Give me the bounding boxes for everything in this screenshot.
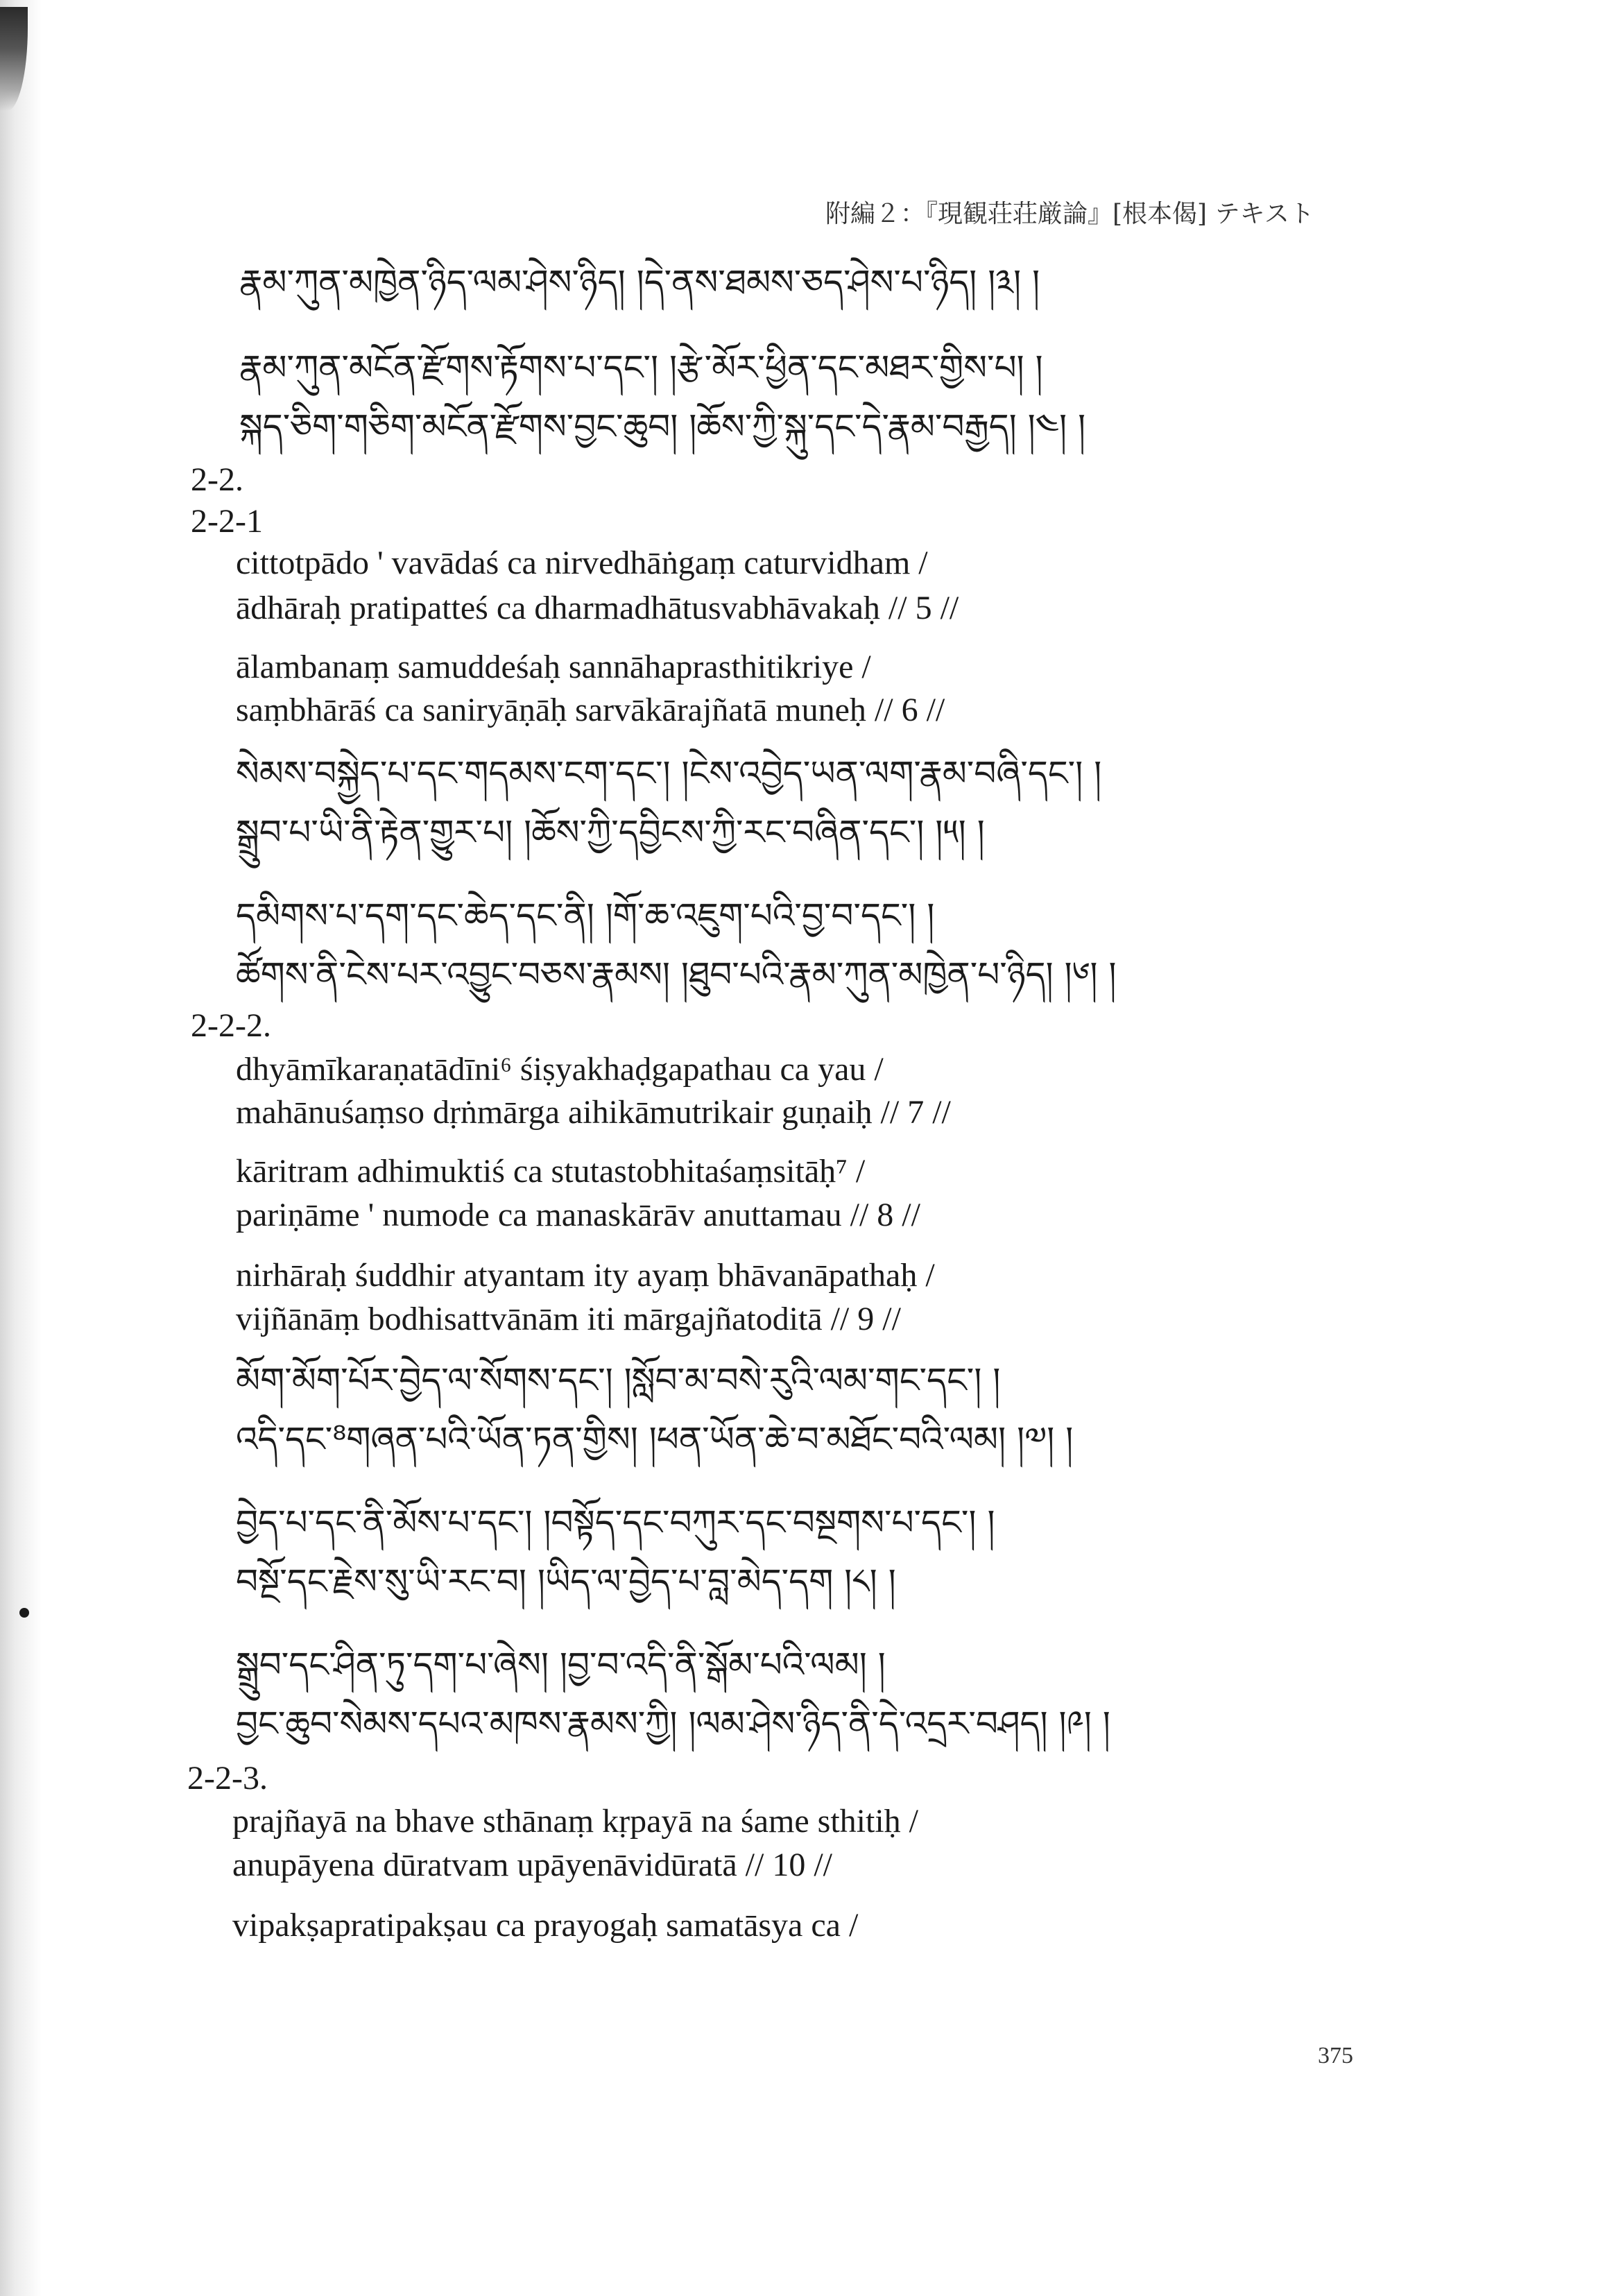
scan-speck — [19, 1608, 29, 1618]
tibetan-verse-line: སྒྲུབ་དང་ཤིན་ཏུ་དག་པ་ཞེས། །བྱ་བ་འདི་ནི་སྒོམ་པའི་ལམ། ། — [236, 1645, 886, 1685]
sanskrit-verse-line: vijñānāṃ bodhisattvānām iti mārgajñatoditā // 9 // — [236, 1301, 901, 1337]
sanskrit-verse-line: ādhāraḥ pratipatteś ca dharmadhātusvabhāvakaḥ // 5 // — [236, 590, 959, 626]
section-number: 2-2-3. — [187, 1760, 268, 1797]
tibetan-verse-line: རྣམ་ཀུན་མངོན་རྫོགས་རྟོགས་པ་དང་། །རྩེ་མོར་ཕྱིན་དང་མཐར་གྱིས་པ། ། — [239, 348, 1043, 388]
tibetan-verse-line: བྱེད་པ་དང་ནི་མོས་པ་དང་། །བསྟོད་དང་བཀུར་དང་བསྔགས་པ་དང་། ། — [236, 1502, 995, 1543]
tibetan-verse-line: སྐད་ཅིག་གཅིག་མངོན་རྫོགས་བྱང་ཆུབ། །ཆོས་ཀྱི་སྐུ་དང་དེ་རྣམ་བརྒྱད། །༤། ། — [239, 406, 1086, 447]
sanskrit-verse-line: dhyāmīkaraṇatādīni⁶ śiṣyakhaḍgapathau ca yau / — [236, 1051, 884, 1088]
sanskrit-verse-line: cittotpādo ' vavādaś ca nirvedhāṅgaṃ caturvidham / — [236, 545, 928, 581]
tibetan-verse-line: རྣམ་ཀུན་མཁྱེན་ཉིད་ལམ་ཤེས་ཉིད། །དེ་ནས་ཐམས་ཅད་ཤེས་པ་ཉིད། །༣། ། — [239, 262, 1040, 302]
section-number: 2-2. — [191, 461, 243, 498]
sanskrit-verse-line: anupāyena dūratvam upāyenāvidūratā // 10 // — [232, 1847, 833, 1883]
sanskrit-verse-line: mahānuśaṃso dṛṅmārga aihikāmutrikair guṇaiḥ // 7 // — [236, 1094, 951, 1131]
sanskrit-verse-line: prajñayā na bhave sthānaṃ kṛpayā na śame sthitiḥ / — [232, 1803, 918, 1840]
section-number: 2-2-2. — [191, 1007, 271, 1044]
tibetan-verse-line: སེམས་བསྐྱེད་པ་དང་གདམས་ངག་དང་། །ངེས་འབྱེད་ཡན་ལག་རྣམ་བཞི་དང་། ། — [236, 753, 1102, 794]
running-header: 附編２：『現観荘荘厳論』[根本偈] テキスト — [825, 200, 1314, 228]
sanskrit-verse-line: saṃbhārāś ca saniryāṇāḥ sarvākārajñatā muneḥ // 6 // — [236, 692, 945, 728]
scan-edge-shadow — [0, 0, 42, 2296]
sanskrit-verse-line: kāritram adhimuktiś ca stutastobhitaśaṃsitāḥ⁷ / — [236, 1153, 866, 1190]
tibetan-verse-line: དམིགས་པ་དག་དང་ཆེད་དང་ནི། །གོ་ཆ་འཇུག་པའི་བྱ་བ་དང་། ། — [236, 896, 935, 936]
sanskrit-verse-line: vipakṣapratipakṣau ca prayogaḥ samatāsya ca / — [232, 1907, 859, 1944]
tibetan-verse-line: མོག་མོག་པོར་བྱེད་ལ་སོགས་དང་། །སློབ་མ་བསེ་རུའི་ལམ་གང་དང་། ། — [236, 1360, 1001, 1400]
section-number: 2-2-1 — [191, 503, 263, 540]
page-number: 375 — [1318, 2043, 1353, 2068]
sanskrit-verse-line: pariṇāme ' numode ca manaskārāv anuttamau // 8 // — [236, 1197, 920, 1233]
tibetan-verse-line: སྒྲུབ་པ་ཡི་ནི་རྟེན་གྱུར་པ། །ཆོས་ཀྱི་དབྱིངས་ཀྱི་རང་བཞིན་དང་། །༥། ། — [236, 812, 985, 853]
tibetan-verse-line: འདི་དང་⁸གཞན་པའི་ཡོན་ཏན་གྱིས། །ཕན་ཡོན་ཆེ་བ་མཐོང་བའི་ལམ། །༧། ། — [236, 1419, 1074, 1459]
sanskrit-verse-line: nirhāraḥ śuddhir atyantam ity ayaṃ bhāvanāpathaḥ / — [236, 1257, 935, 1294]
tibetan-verse-line: ཚོགས་ནི་ངེས་པར་འབྱུང་བཅས་རྣམས། །ཐུབ་པའི་རྣམ་ཀུན་མཁྱེན་པ་ཉིད། །༦། ། — [236, 954, 1117, 995]
tibetan-verse-line: བསྔོ་དང་རྗེས་སུ་ཡི་རང་བ། །ཡིད་ལ་བྱེད་པ་བླ་མེད་དག །༨། ། — [236, 1561, 896, 1602]
sanskrit-verse-line: ālambanaṃ samuddeśaḥ sannāhaprasthitikriye / — [236, 649, 871, 685]
tibetan-verse-line: བྱང་ཆུབ་སེམས་དཔའ་མཁས་རྣམས་ཀྱི། །ལམ་ཤེས་ཉིད་ནི་དེ་འདྲར་བཤད། །༩། ། — [236, 1704, 1110, 1744]
